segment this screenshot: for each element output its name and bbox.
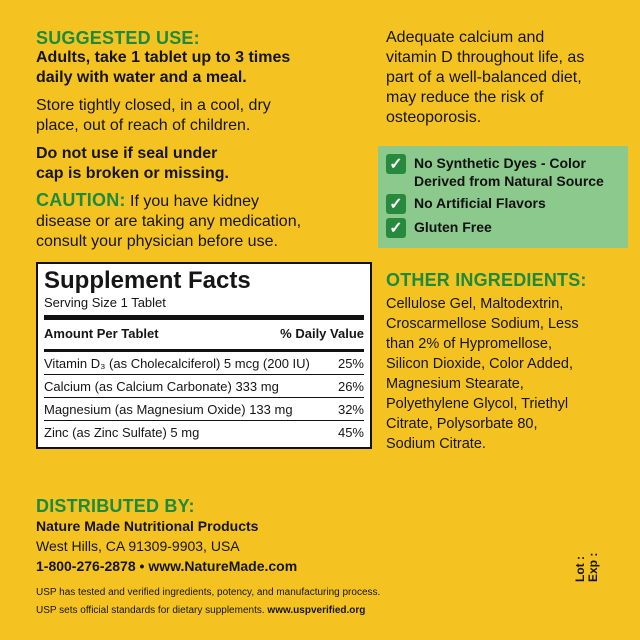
nutrient-dv: 26% <box>337 379 364 394</box>
ingredient-line: Magnesium Stearate, <box>386 376 524 392</box>
check-item-line-2: Derived from Natural Source <box>414 173 604 189</box>
lot-exp-block <box>574 553 600 582</box>
ingredient-line: Sodium Citrate. <box>386 436 486 452</box>
nutrient-name: Zinc (as Zinc Sulfate) 5 mg <box>44 425 200 440</box>
serving-size: Serving Size 1 Tablet <box>44 295 364 320</box>
storage-line-2: place, out of reach of children. <box>36 117 251 134</box>
daily-value-header: % Daily Value <box>280 326 364 341</box>
nutrient-row <box>44 375 364 398</box>
caution-line-3: consult your physician before use. <box>36 233 278 250</box>
distributor-address: West Hills, CA 91309-9903, USA <box>36 538 240 554</box>
footer <box>36 496 436 620</box>
usp-line-1: USP has tested and verified ingredients, potency, and manufacturing process. <box>36 587 381 598</box>
amount-per-tablet-header: Amount Per Tablet <box>44 326 159 341</box>
ingredient-line: Silicon Dioxide, Color Added, <box>386 356 573 372</box>
nutrient-name: Vitamin D₃ (as Cholecalciferol) 5 mcg (200 IU) <box>44 356 310 371</box>
health-claim-line-4: may reduce the risk of <box>386 89 544 106</box>
ingredient-line: Croscarmellose Sodium, Less <box>386 316 579 332</box>
nutrient-dv: 25% <box>337 356 364 371</box>
check-item-text: No Artificial Flavors <box>414 195 546 211</box>
check-item <box>386 194 628 214</box>
caution-heading: CAUTION: <box>36 190 126 210</box>
seal-warning-line-2: cap is broken or missing. <box>36 165 229 182</box>
usp-line-2 <box>36 602 436 620</box>
dosage-line-1: Adults, take 1 tablet up to 3 times <box>36 49 291 66</box>
check-item-text: Gluten Free <box>414 219 492 235</box>
caution-line-1 <box>36 190 366 212</box>
supplement-facts-title: Supplement Facts <box>44 267 251 294</box>
seal-warning-line-1: Do not use if seal under <box>36 145 218 162</box>
distributor-name: Nature Made Nutritional Products <box>36 518 259 534</box>
ingredient-line: than 2% of Hypromellose, <box>386 336 553 352</box>
nutrient-row <box>44 352 364 375</box>
nutrient-dv: 45% <box>337 425 364 440</box>
health-claim-line-2: vitamin D throughout life, as <box>386 49 585 66</box>
ingredient-line: Citrate, Polysorbate 80, <box>386 416 538 432</box>
check-item-text <box>414 154 604 190</box>
distributor-contact: 1-800-276-2878 • www.NatureMade.com <box>36 558 298 574</box>
health-claim-line-1: Adequate calcium and <box>386 29 545 46</box>
left-column <box>36 28 366 449</box>
checkmark-icon: ✓ <box>386 154 406 174</box>
suggested-use-heading: SUGGESTED USE: <box>36 28 200 48</box>
feature-checklist <box>378 146 628 248</box>
check-item-line-1: No Synthetic Dyes - Color <box>414 155 586 171</box>
nutrient-dv: 32% <box>337 402 364 417</box>
ingredient-line: Cellulose Gel, Maltodextrin, <box>386 296 564 312</box>
ingredient-line: Polyethylene Glycol, Triethyl <box>386 396 569 412</box>
caution-text-1: If you have kidney <box>130 193 260 210</box>
usp-website: www.uspverified.org <box>267 605 366 616</box>
lot-label: Lot : <box>573 556 587 582</box>
health-claim-line-5: osteoporosis. <box>386 109 482 126</box>
other-ingredients-heading: OTHER INGREDIENTS: <box>386 270 587 290</box>
nutrient-name: Magnesium (as Magnesium Oxide) 133 mg <box>44 402 293 417</box>
distributed-by-heading: DISTRIBUTED BY: <box>36 496 195 516</box>
other-ingredients-list <box>386 294 618 454</box>
storage-line-1: Store tightly closed, in a cool, dry <box>36 97 271 114</box>
checkmark-icon: ✓ <box>386 218 406 238</box>
caution-line-2: disease or are taking any medication, <box>36 213 302 230</box>
exp-label: Exp : <box>586 552 600 582</box>
check-item <box>386 218 628 238</box>
nutrient-row <box>44 421 364 443</box>
right-column <box>386 28 618 454</box>
usp-line-2-text: USP sets official standards for dietary supplements. <box>36 605 265 616</box>
check-item <box>386 154 628 190</box>
supplement-facts-header <box>44 320 364 352</box>
nutrient-name: Calcium (as Calcium Carbonate) 333 mg <box>44 379 279 394</box>
nutrient-row <box>44 398 364 421</box>
checkmark-icon: ✓ <box>386 194 406 214</box>
supplement-facts-panel <box>36 262 372 449</box>
dosage-line-2: daily with water and a meal. <box>36 69 247 86</box>
health-claim-line-3: part of a well-balanced diet, <box>386 69 582 86</box>
